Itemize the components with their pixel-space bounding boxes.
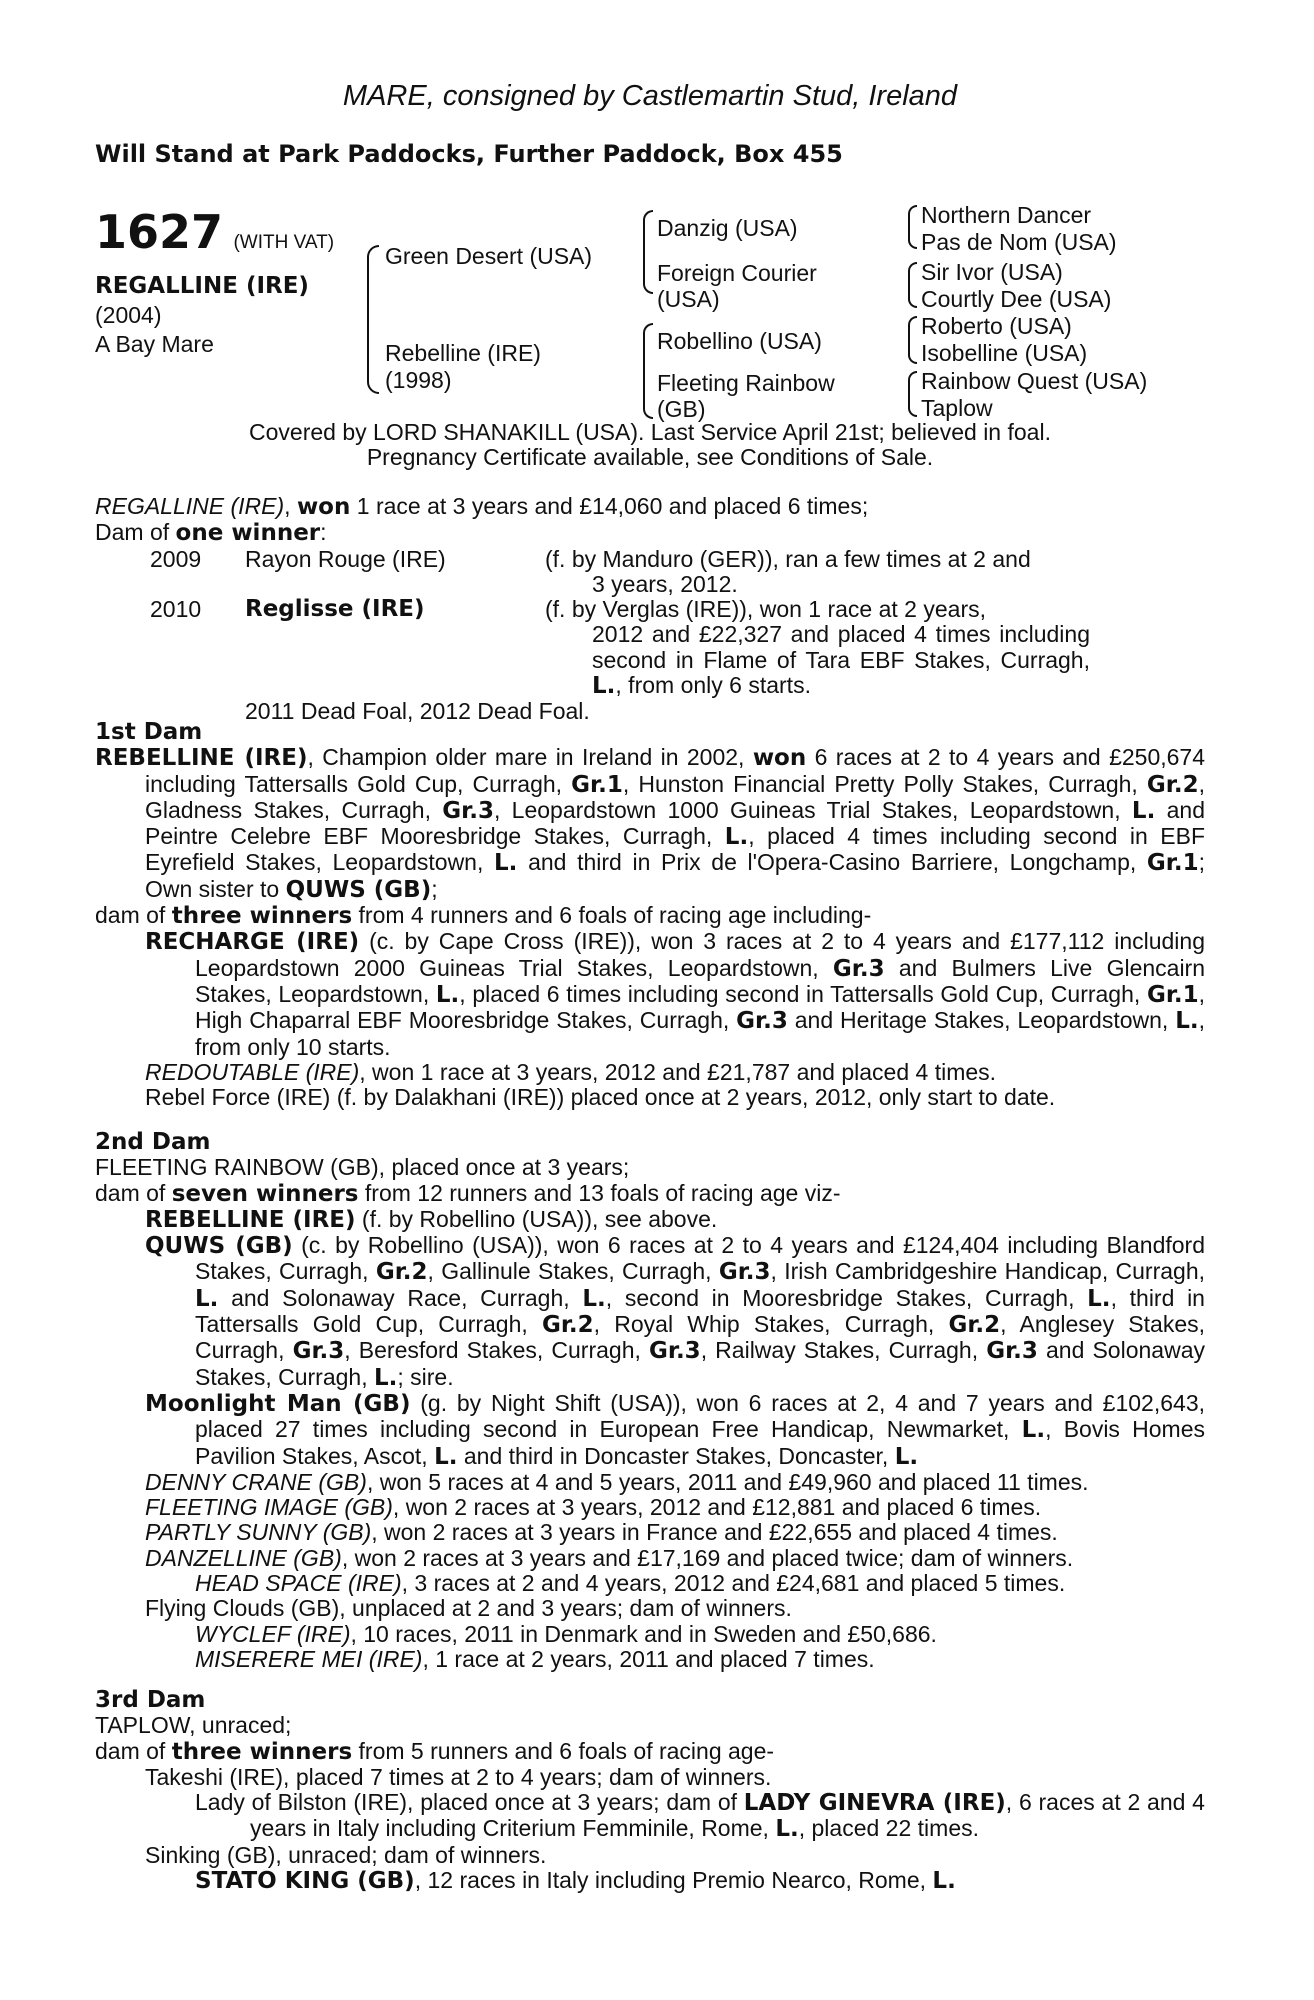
listed: L. (894, 1443, 919, 1470)
t: , won 2 races at 3 years, 2012 and £12,881 and placed 6 times. (392, 1494, 1042, 1521)
winner-name: QUWS (GB) (145, 1233, 293, 1260)
t: (c. by Cape Cross (IRE)), won 3 races at 2 to 4 years and £177,112 including Leopardstown 2000 Guineas Trial Stakes, Leopardstown, (195, 928, 1206, 981)
pregnancy-line: Pregnancy Certificate available, see Conditions of Sale. (366, 444, 934, 471)
pedigree-g3: Sir Ivor (USA) (921, 259, 1063, 285)
lady-of-bilston-entry (95, 1790, 1205, 1843)
third-dam-line: TAPLOW, unraced; (95, 1712, 292, 1739)
t: , Royal Whip Stakes, Curragh, (593, 1311, 949, 1338)
flying-clouds-entry: Flying Clouds (GB), unplaced at 2 and 3 years; dam of winners. (145, 1595, 792, 1622)
grade: Gr.3 (832, 955, 885, 982)
grade: Gr.2 (1146, 771, 1199, 798)
pedigree-g6: Isobelline (USA) (921, 340, 1088, 366)
listed: L. (195, 1285, 219, 1312)
horse-year: (2004) (95, 302, 162, 328)
mare-record: 1 race at 3 years and £14,060 and placed 6 times; (350, 493, 869, 519)
progeny-detail-text: 2012 and £22,327 and placed 4 times including second in Flame of Tara EBF Stakes, Curragh, (592, 621, 1090, 673)
recharge-entry (95, 929, 1205, 1059)
pedigree-sire-sire: Danzig (USA) (657, 215, 798, 241)
second-dam-line: FLEETING RAINBOW (GB), placed once at 3 years; (95, 1154, 630, 1181)
t: and Heritage Stakes, Leopardstown, (787, 1007, 1176, 1034)
t: from 5 runners and 6 foals of racing age- (352, 1737, 775, 1764)
grade: Gr.2 (948, 1312, 1001, 1339)
quws-entry (95, 1233, 1205, 1391)
listed: L. (494, 850, 518, 877)
grade: Gr.3 (649, 1338, 701, 1365)
t: and third in Doncaster Stakes, Doncaster, (457, 1442, 895, 1469)
progeny-detail (545, 597, 1090, 699)
mare-won: won (296, 494, 351, 520)
t: , placed 22 times. (798, 1815, 979, 1842)
grade: Gr.3 (736, 1008, 788, 1035)
listed: L. (932, 1868, 956, 1895)
grade: Gr.1 (571, 771, 623, 798)
pedigree-dam-dam: Fleeting Rainbow (657, 370, 835, 396)
t: , Bovis Homes Pavilion Stakes, Ascot, (195, 1416, 1206, 1469)
second-dam-heading: 2nd Dam (95, 1129, 211, 1155)
mare-colon: : (320, 519, 327, 546)
t: and third in Prix de l'Opera-Casino Barriere, Longchamp, (517, 849, 1147, 876)
winner-name: PARTLY SUNNY (GB) (145, 1519, 372, 1546)
listed: L. (1131, 797, 1156, 824)
rebel-force-entry: Rebel Force (IRE) (f. by Dalakhani (IRE)) placed once at 2 years, 2012, only start to date. (145, 1084, 1056, 1111)
mare-damof: Dam of (95, 519, 176, 546)
progeny-year: 2009 (150, 545, 202, 572)
t: and Peintre Celebre EBF Mooresbridge Stakes, Curragh, (145, 796, 1206, 850)
progeny-row (95, 597, 1205, 699)
t: , third in Tattersalls Gold Cup, Curragh, (195, 1284, 1205, 1338)
t: , from only 10 starts. (195, 1007, 1205, 1060)
first-dam-heading: 1st Dam (95, 719, 203, 745)
progeny-detail-cont (545, 622, 1090, 699)
t: from 4 runners and 6 foals of racing age including- (352, 902, 872, 929)
pedigree-brace-sire (643, 210, 653, 294)
winner-name: RECHARGE (IRE) (145, 929, 360, 956)
covered-line: Covered by LORD SHANAKILL (USA). Last Service April 21st; believed in foal. (249, 419, 1051, 445)
t: dam of (95, 902, 172, 929)
winner-name: STATO KING (GB) (195, 1868, 415, 1895)
t: , won 1 race at 3 years, 2012 and £21,787 and placed 4 times. (359, 1058, 997, 1085)
pedigree-brace-main (367, 245, 379, 394)
dam-name: REBELLINE (IRE) (95, 745, 308, 772)
pedigree-dam-sire: Robellino (USA) (657, 328, 822, 354)
t: , Irish Cambridgeshire Handicap, Curragh, (770, 1258, 1205, 1285)
pedigree-sire-dam: Foreign Courier (657, 260, 817, 286)
progeny-name: Rayon Rouge (IRE) (245, 545, 446, 572)
winners-count: three winners (171, 1738, 353, 1765)
listed-mark: L. (592, 673, 616, 700)
winner-name: LADY GINEVRA (IRE) (743, 1790, 1006, 1817)
listed: L. (1087, 1285, 1111, 1312)
progeny-row (95, 547, 1205, 598)
t: , 6 races at 2 and 4 years in Italy including Criterium Femminile, Rome, (250, 1789, 1205, 1842)
grade: Gr.3 (986, 1338, 1038, 1365)
pedigree-dam: Rebelline (IRE) (385, 340, 541, 366)
lot-number-block (95, 205, 334, 259)
t: , placed 6 times including second in Tattersalls Gold Cup, Curragh, (459, 980, 1147, 1007)
t: , Hunston Financial Pretty Polly Stakes, Curragh, (622, 770, 1147, 797)
stand-location: Will Stand at Park Paddocks, Further Paddock, Box 455 (95, 140, 843, 168)
t: , won 2 races at 3 years in France and £22,655 and placed 4 times. (371, 1519, 1058, 1546)
t: , Beresford Stakes, Curragh, (344, 1337, 649, 1364)
pedigree-g7: Rainbow Quest (USA) (921, 368, 1148, 394)
pedigree-dam-year: (1998) (385, 367, 452, 393)
listed: L. (724, 824, 749, 851)
winner-name: FLEETING IMAGE (GB) (145, 1494, 393, 1521)
t: and Solonaway Race, Curragh, (218, 1284, 583, 1311)
third-dam-heading: 3rd Dam (95, 1687, 206, 1713)
horse-info (95, 272, 309, 359)
t: , Gallinule Stakes, Curragh, (427, 1258, 719, 1285)
t: dam of (95, 1179, 172, 1206)
first-dam-paragraph (95, 745, 1205, 903)
pedigree-g2: Pas de Nom (USA) (921, 229, 1117, 255)
second-dam-section (95, 1130, 1205, 1672)
lot-number: 1627 (95, 205, 224, 259)
progeny-name: Reglisse (IRE) (245, 596, 425, 623)
listed: L. (1021, 1417, 1046, 1444)
mare-section: REGALLINE (IRE), won 1 race at 3 years and £14,060 and placed 6 times; Dam of one winner: 2009 Rayon Rouge (IRE) (f. by Manduro (GER)), ran a few times at 2 and 3 years, 2012. 2010 Reglisse (IRE) (f. by Verglas (IRE)), won 1 race at 2 years, 2012 and £22,327 and placed 4 times including second in Flame of Tara EBF Stakes, Curragh, L., from only 6 starts. 2011 Dead Foal, 2012 Dead Foal. (95, 494, 1205, 725)
t: (g. by Night Shift (USA)), won 6 races at 2, 4 and 7 years and £102,643, placed 27 times including second in European Free Handicap, Newmarket, (195, 1389, 1205, 1443)
won: won (752, 745, 807, 772)
t: ; sire. (397, 1363, 454, 1390)
t: and Bulmers Live Glencairn Stakes, Leopardstown, (195, 954, 1205, 1007)
sister-name: QUWS (GB) (285, 876, 432, 903)
t: , Champion older mare in Ireland in 2002, (307, 744, 753, 771)
pedigree-brace-g4 (908, 371, 917, 417)
t: , Anglesey Stakes, Curragh, (195, 1311, 1205, 1364)
grade: Gr.3 (442, 797, 494, 824)
pedigree-sire: Green Desert (USA) (385, 243, 593, 269)
t: and Solonaway Stakes, Curragh, (195, 1337, 1205, 1390)
t: Lady of Bilston (IRE), placed once at 3 years; dam of (195, 1789, 744, 1816)
grade: Gr.2 (375, 1259, 428, 1286)
listed: L. (435, 981, 460, 1008)
pedigree-brace-g1 (908, 205, 917, 249)
vat-note: (WITH VAT) (233, 232, 335, 253)
listed: L. (434, 1443, 458, 1470)
t: 6 races at 2 to 4 years and £250,674 including Tattersalls Gold Cup, Curragh, (145, 744, 1205, 797)
grade: Gr.2 (541, 1312, 594, 1339)
winners-count: three winners (171, 903, 353, 930)
t: , won 2 races at 3 years and £17,169 and placed twice; dam of winners. (341, 1544, 1074, 1571)
winner-name: HEAD SPACE (IRE) (195, 1570, 402, 1597)
t: dam of (95, 1737, 172, 1764)
t: , Railway Stakes, Curragh, (700, 1337, 987, 1364)
consignor-title: MARE, consigned by Castlemartin Stud, Ireland (342, 80, 958, 112)
progeny-detail-line: (f. by Verglas (IRE)), won 1 race at 2 years, (545, 596, 986, 623)
progeny-year: 2010 (150, 596, 202, 623)
listed: L. (1175, 1008, 1199, 1035)
progeny-detail-line: (f. by Manduro (GER)), ran a few times at 2 and (545, 545, 1031, 572)
t: , 12 races in Italy including Premio Nearco, Rome, (414, 1867, 933, 1894)
third-dam-section (95, 1688, 1205, 1894)
grade: Gr.3 (718, 1259, 771, 1286)
horse-description: A Bay Mare (95, 331, 214, 357)
t: , Gladness Stakes, Curragh, (145, 770, 1205, 823)
moonlight-entry (95, 1391, 1205, 1470)
t: , 10 races, 2011 in Denmark and in Sweden and £50,686. (350, 1620, 937, 1647)
pedigree-brace-dam (643, 323, 653, 419)
redoutable-entry (95, 1060, 1205, 1085)
sinking-entry: Sinking (GB), unraced; dam of winners. (145, 1841, 547, 1868)
mare-winners: one winner (175, 520, 321, 547)
pedigree-brace-g2 (908, 262, 917, 308)
progeny-detail-text: , from only 6 starts. (615, 672, 811, 699)
grade: Gr.1 (1146, 850, 1199, 877)
pedigree-g8: Taplow (921, 395, 993, 421)
t: from 12 runners and 13 foals of racing age viz- (358, 1179, 841, 1206)
t: , Leopardstown 1000 Guineas Trial Stakes, Leopardstown, (493, 796, 1132, 823)
t: ; Own sister to (145, 849, 1205, 902)
t: (f. by Robellino (USA)), see above. (355, 1205, 718, 1232)
t: , placed 4 times including second in EBF Eyrefield Stakes, Leopardstown, (145, 823, 1205, 876)
pedigree-g1: Northern Dancer (921, 202, 1092, 228)
winner-name: DANZELLINE (GB) (145, 1544, 342, 1571)
t: , High Chaparral EBF Mooresbridge Stakes, Curragh, (195, 980, 1206, 1034)
grade: Gr.1 (1146, 981, 1199, 1008)
t: , second in Mooresbridge Stakes, Curragh, (605, 1284, 1088, 1311)
pedigree-dam-dam-2: (GB) (657, 396, 706, 422)
listed: L. (582, 1285, 606, 1312)
mare-name: REGALLINE (IRE) (95, 493, 285, 519)
t: , won 5 races at 4 and 5 years, 2011 and £49,960 and placed 11 times. (366, 1468, 1089, 1495)
t: (c. by Robellino (USA)), won 6 races at 2 to 4 years and £124,404 including Blandford Stakes, Curragh, (195, 1232, 1205, 1285)
t: ; (431, 875, 438, 902)
winner-name: REDOUTABLE (IRE) (145, 1058, 360, 1085)
progeny-detail (545, 547, 1090, 598)
progeny-detail-cont: 3 years, 2012. (592, 570, 738, 597)
winner-name: DENNY CRANE (GB) (145, 1468, 367, 1495)
pedigree-sire-dam-2: (USA) (657, 286, 720, 312)
pedigree-g4: Courtly Dee (USA) (921, 286, 1112, 312)
listed: L. (775, 1816, 799, 1843)
t: , 1 race at 2 years, 2011 and placed 7 times. (422, 1645, 875, 1672)
winners-count: seven winners (171, 1180, 359, 1207)
winner-name: MISERERE MEI (IRE) (195, 1645, 423, 1672)
pedigree-g5: Roberto (USA) (921, 313, 1072, 339)
winner-name: Moonlight Man (GB) (145, 1390, 411, 1417)
horse-name: REGALLINE (IRE) (95, 273, 309, 299)
takeshi-entry: Takeshi (IRE), placed 7 times at 2 to 4 years; dam of winners. (145, 1763, 772, 1790)
listed: L. (373, 1364, 398, 1391)
dead-foals: 2011 Dead Foal, 2012 Dead Foal. (245, 698, 590, 725)
t: , 3 races at 2 and 4 years, 2012 and £24,681 and placed 5 times. (401, 1570, 1066, 1597)
pedigree-brace-g3 (908, 316, 917, 364)
covered-note (95, 420, 1205, 471)
grade: Gr.3 (292, 1338, 345, 1365)
first-dam-section (95, 720, 1205, 1110)
winner-name: WYCLEF (IRE) (195, 1620, 351, 1647)
winner-name: REBELLINE (IRE) (145, 1206, 356, 1233)
